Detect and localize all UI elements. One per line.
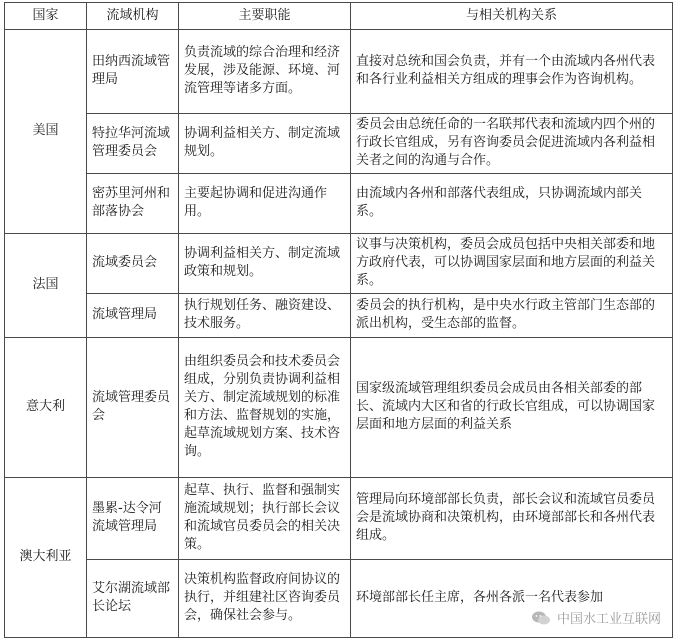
function-cell: 由组织委员会和技术委员会组成，分别负责协调利益相关方、制定流域规划的标准和方法、监督规划的实施，起草流域规划方案、技术咨询。 xyxy=(179,338,351,478)
watermark xyxy=(528,607,664,628)
function-cell: 负责流域的综合治理和经济发展，涉及能源、环境、河流管理等诸多方面。 xyxy=(179,30,351,114)
agency-cell: 艾尔湖流域部长论坛 xyxy=(87,560,179,638)
relation-cell: 议事与决策机构，委员会成员包括中央相关部委和地方政府代表，可以协调国家层面和地方层面的利益关系。 xyxy=(351,234,673,294)
header-country: 国家 xyxy=(5,3,87,30)
table-row xyxy=(5,294,673,338)
function-cell: 起草、执行、监督和强制实施流域规划；执行部长会议和流域官员委员会的相关决策。 xyxy=(179,478,351,560)
agency-cell: 流域管理局 xyxy=(87,294,179,338)
relation-cell: 直接对总统和国会负责，并有一个由流域内各州代表和各行业利益相关方组成的理事会作为咨询机构。 xyxy=(351,30,673,114)
wechat-logo-icon xyxy=(531,610,551,626)
country-cell: 意大利 xyxy=(5,338,87,478)
table-row xyxy=(5,234,673,294)
agency-cell: 流域委员会 xyxy=(87,234,179,294)
agency-cell: 田纳西流域管理局 xyxy=(87,30,179,114)
basin-agency-table xyxy=(4,2,673,638)
table-row xyxy=(5,114,673,174)
header-row xyxy=(5,3,673,30)
function-cell: 决策机构监督政府间协议的执行，并组建社区咨询委员会，确保社会参与。 xyxy=(179,560,351,638)
function-cell: 协调利益相关方、制定流域政策和规划。 xyxy=(179,234,351,294)
agency-cell: 墨累-达令河流域管理局 xyxy=(87,478,179,560)
country-cell: 澳大利亚 xyxy=(5,478,87,638)
watermark-text: 中国水工业互联网 xyxy=(556,612,661,627)
function-cell: 执行规划任务、融资建设、技术服务。 xyxy=(179,294,351,338)
table-row xyxy=(5,174,673,234)
header-relation: 与相关机构关系 xyxy=(351,3,673,30)
function-cell: 协调利益相关方、制定流域规划。 xyxy=(179,114,351,174)
agency-cell: 特拉华河流域管理委员会 xyxy=(87,114,179,174)
agency-cell: 流域管理委员会 xyxy=(87,338,179,478)
relation-cell: 委员会的执行机构，是中央水行政主管部门生态部的派出机构，受生态部的监督。 xyxy=(351,294,673,338)
relation-cell: 国家级流域管理组织委员会成员由各相关部委的部长、流域内大区和省的行政长官组成，可以协调国家层面和地方层面的利益关系 xyxy=(351,338,673,478)
table-row xyxy=(5,338,673,478)
relation-cell: 环境部部长任主席，各州各派一名代表参加 xyxy=(351,560,673,638)
function-cell: 主要起协调和促进沟通作用。 xyxy=(179,174,351,234)
relation-cell: 由流域内各州和部落代表组成，只协调流域内部关系。 xyxy=(351,174,673,234)
header-function: 主要职能 xyxy=(179,3,351,30)
relation-cell: 委员会由总统任命的一名联邦代表和流域内四个州的行政长官组成，另有咨询委员会促进流域内各利益相关者之间的沟通与合作。 xyxy=(351,114,673,174)
country-cell: 美国 xyxy=(5,30,87,234)
agency-cell: 密苏里河州和部落协会 xyxy=(87,174,179,234)
relation-cell: 管理局向环境部部长负责，部长会议和流域官员委员会是流域协商和决策机构，由环境部部长和各州代表组成。 xyxy=(351,478,673,560)
table-row xyxy=(5,30,673,114)
country-cell: 法国 xyxy=(5,234,87,338)
header-agency: 流域机构 xyxy=(87,3,179,30)
table-row xyxy=(5,478,673,560)
